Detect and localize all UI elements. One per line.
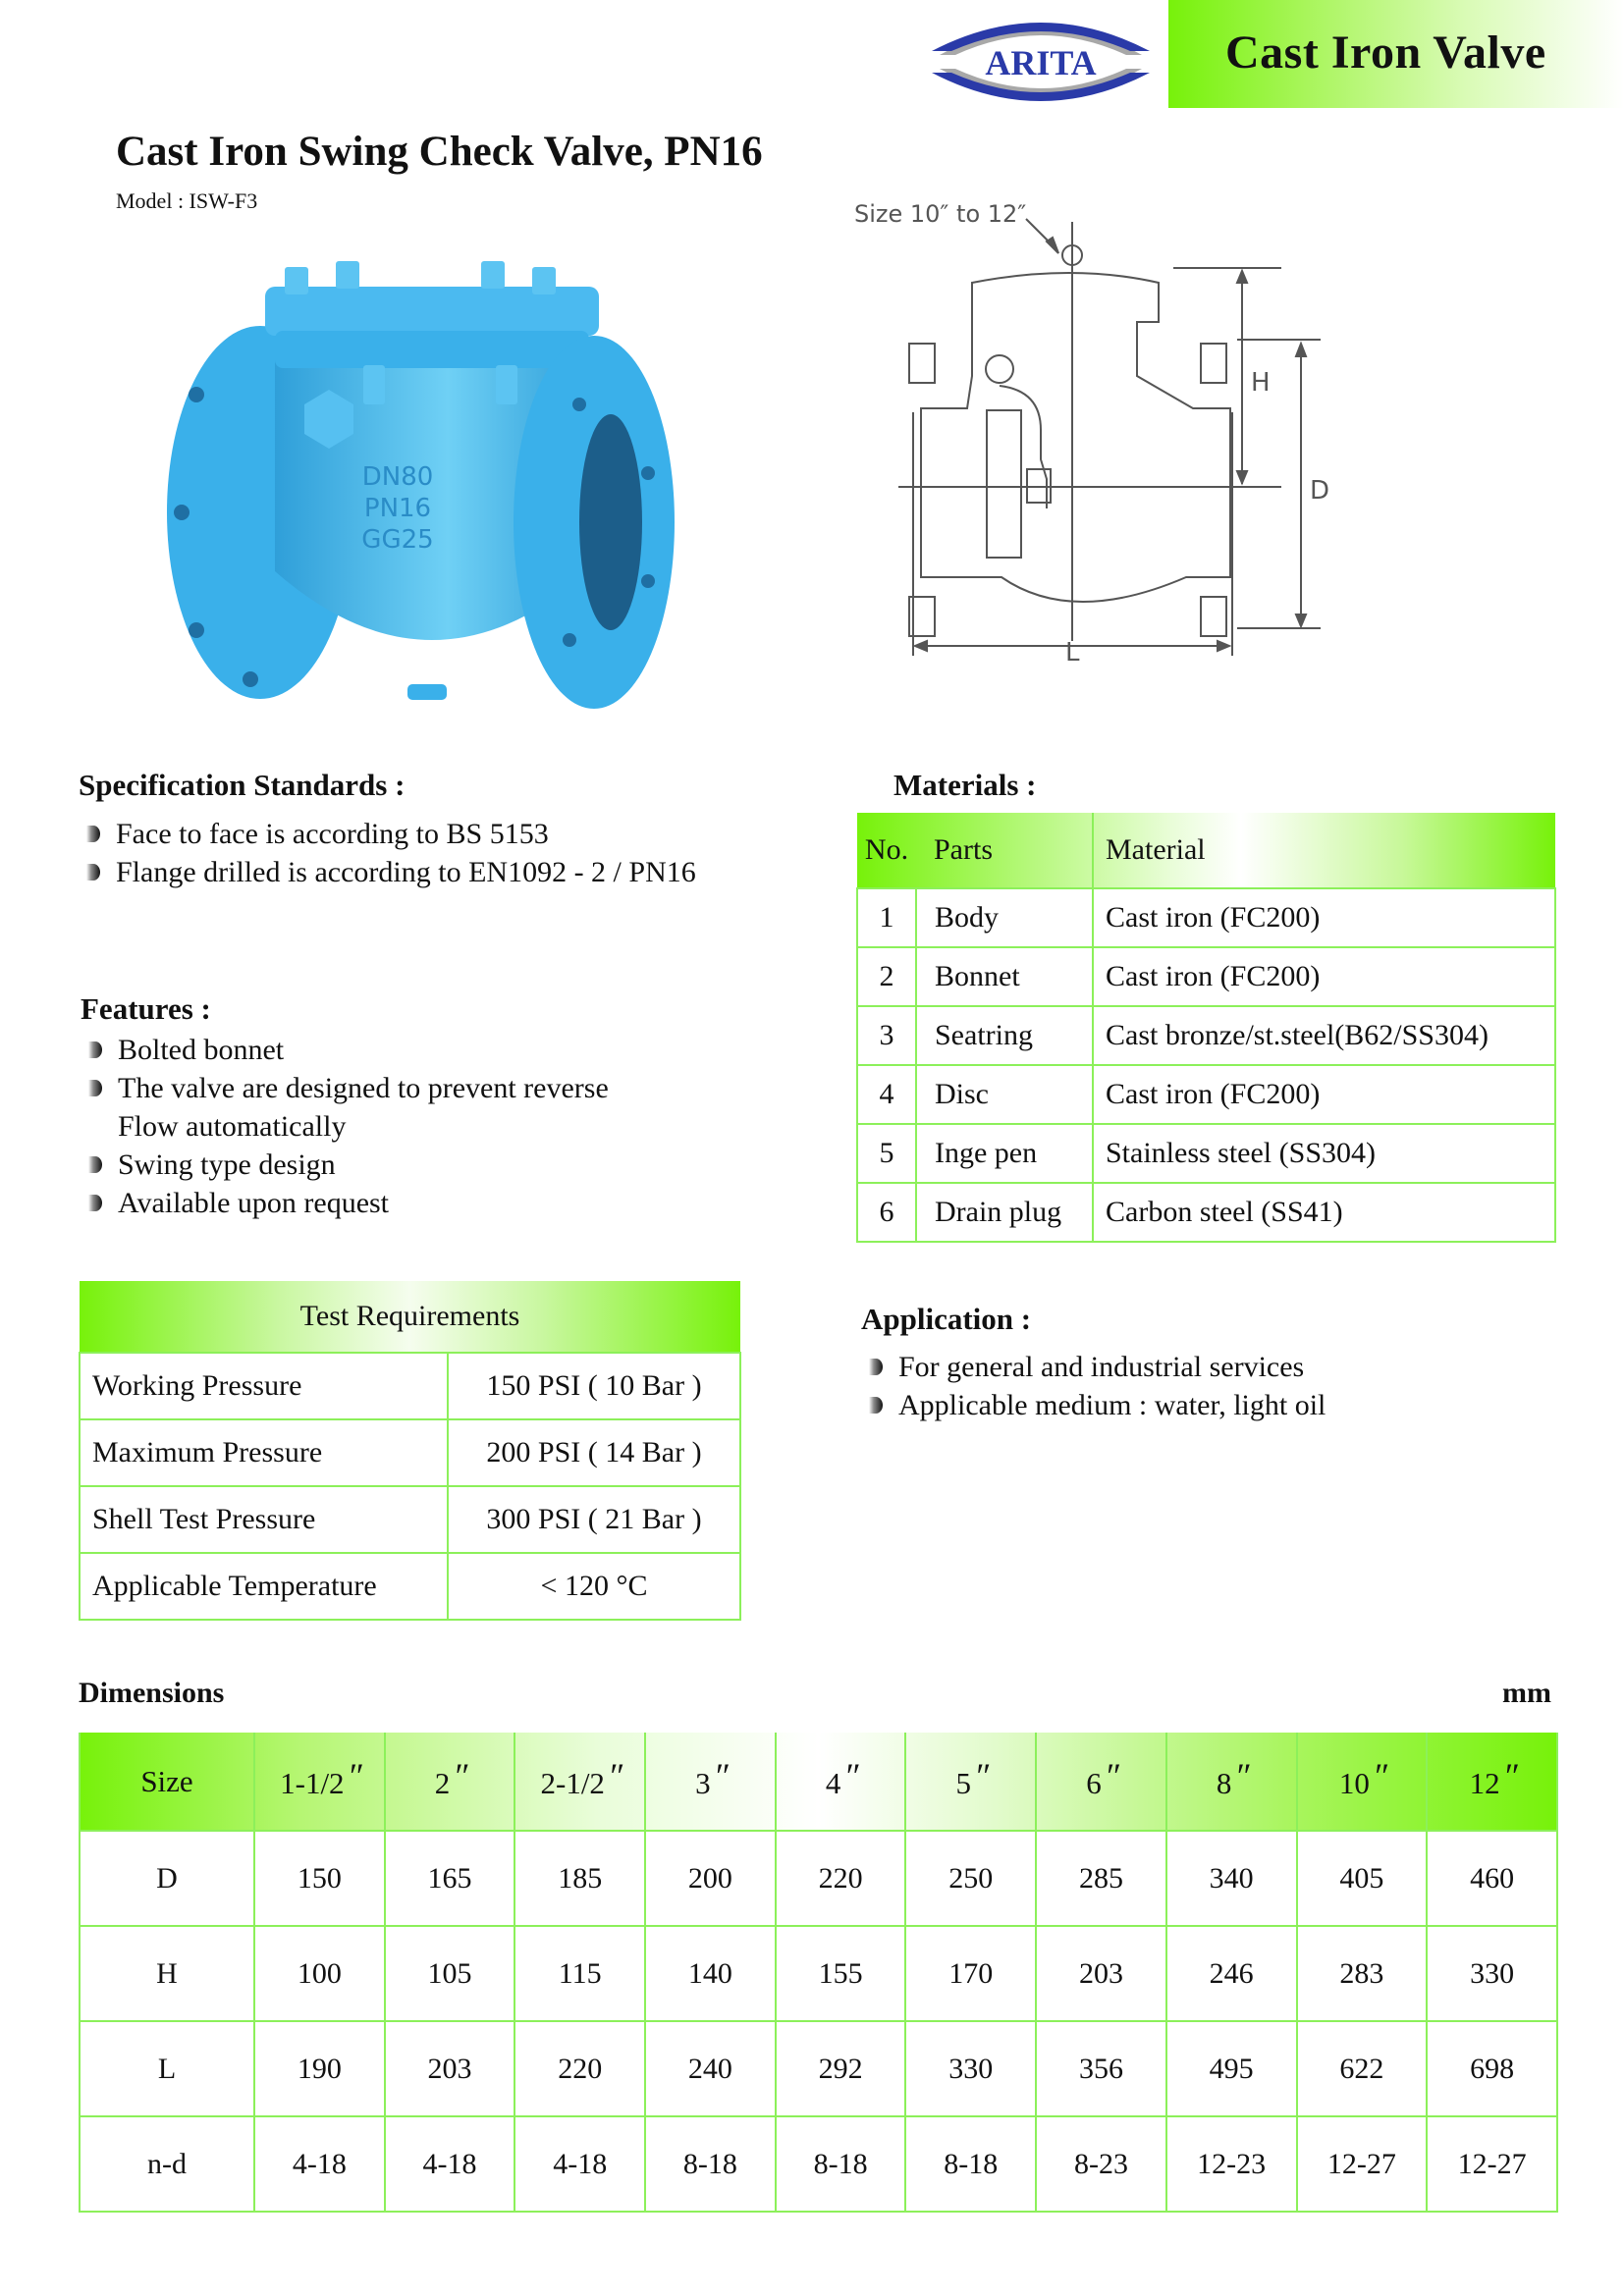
materials-row [857,1124,1555,1183]
material-value: Cast bronze/st.steel(B62/SS304) [1093,1006,1555,1065]
dim-label-l: L [1065,638,1080,667]
logo-text: ARITA [985,43,1097,82]
col-header-no: No. [857,813,916,888]
feature-item-continuation: Flow automatically [118,1110,347,1143]
col-header-size-value [514,1733,645,1831]
bullet-icon [86,864,100,881]
material-part: Inge pen [916,1124,1093,1183]
inch-mark: ″ [1372,1755,1384,1795]
materials-heading: Materials : [893,768,1037,802]
material-value: Cast iron (FC200) [1093,1065,1555,1124]
size-value: 12 [1469,1765,1500,1800]
dimensions-heading: Dimensions [79,1677,225,1709]
inch-mark: ″ [1234,1755,1247,1795]
dimension-value: 220 [776,1831,906,1926]
dimension-value: 4-18 [385,2116,515,2212]
dimension-value: 4-18 [514,2116,645,2212]
dimension-value: 12-27 [1297,2116,1428,2212]
test-value: 200 PSI ( 14 Bar ) [448,1419,740,1486]
dimension-value: 283 [1297,1926,1428,2021]
test-label: Maximum Pressure [80,1419,448,1486]
dimension-value: 105 [385,1926,515,2021]
dimension-value: 170 [905,1926,1036,2021]
materials-row [857,1183,1555,1242]
dimension-value: 140 [645,1926,776,2021]
bullet-icon [88,1156,102,1173]
feature-item: Bolted bonnet [81,1031,609,1069]
size-value: 3 [695,1765,711,1800]
dimension-value: 150 [254,1831,385,1926]
col-header-size-value [385,1733,515,1831]
col-header-size-value [1297,1733,1428,1831]
material-part: Body [916,888,1093,947]
dimensions-row [80,2021,1557,2116]
dimension-value: 292 [776,2021,906,2116]
features-heading: Features : [81,991,211,1026]
dimension-value: 340 [1166,1831,1297,1926]
dimension-value: 240 [645,2021,776,2116]
dimension-value: 220 [514,2021,645,2116]
drawing-note: Size 10″ to 12″ [854,200,1027,228]
inch-mark: ″ [1104,1755,1116,1795]
materials-row [857,888,1555,947]
dimension-value: 203 [385,2021,515,2116]
col-header-material: Material [1093,813,1555,888]
dimension-label: L [80,2021,254,2116]
test-value: 150 PSI ( 10 Bar ) [448,1353,740,1419]
size-value: 8 [1216,1765,1232,1800]
materials-header-row [857,813,1555,888]
test-requirement-row [80,1419,740,1486]
col-header-size: Size [80,1733,254,1831]
material-part: Drain plug [916,1183,1093,1242]
arita-logo [918,8,1164,116]
size-value: 2-1/2 [540,1765,605,1800]
dimension-value: 330 [1427,1926,1557,2021]
model-number: Model : ISW-F3 [116,188,258,213]
size-value: 6 [1086,1765,1102,1800]
dimension-value: 115 [514,1926,645,2021]
dimension-value: 285 [1036,1831,1166,1926]
dimensions-header-row [80,1733,1557,1831]
dimension-value: 330 [905,2021,1036,2116]
dimension-value: 8-18 [905,2116,1036,2212]
test-requirement-row [80,1353,740,1419]
material-no: 2 [857,947,916,1006]
feature-item: Swing type design [81,1146,609,1184]
col-header-parts: Parts [916,813,1093,888]
page-title: Cast Iron Swing Check Valve, PN16 [116,129,763,175]
dimension-value: 698 [1427,2021,1557,2116]
marking-dn: DN80 [361,462,434,492]
dimension-value: 250 [905,1831,1036,1926]
dimension-value: 405 [1297,1831,1428,1926]
dimensions-row [80,1831,1557,1926]
col-header-size-value [905,1733,1036,1831]
dimension-value: 100 [254,1926,385,2021]
material-value: Cast iron (FC200) [1093,947,1555,1006]
valve-photo [157,247,707,748]
size-value: 2 [434,1765,451,1800]
material-value: Carbon steel (SS41) [1093,1183,1555,1242]
inch-mark: ″ [713,1755,726,1795]
col-header-size-value [645,1733,776,1831]
dimension-label: D [80,1831,254,1926]
col-header-size-value [1427,1733,1557,1831]
material-no: 3 [857,1006,916,1065]
size-value: 5 [955,1765,972,1800]
feature-item: The valve are designed to prevent reverse [81,1069,609,1107]
application-item: For general and industrial services [861,1348,1326,1386]
banner-title: Cast Iron Valve [1225,27,1546,79]
material-no: 1 [857,888,916,947]
test-requirements-heading: Test Requirements [80,1281,740,1353]
dimension-value: 356 [1036,2021,1166,2116]
inch-mark: ″ [843,1755,856,1795]
logo-icon [918,8,1164,116]
dim-label-d: D [1310,476,1330,506]
dimension-value: 165 [385,1831,515,1926]
col-header-size-value [1036,1733,1166,1831]
material-no: 4 [857,1065,916,1124]
material-no: 6 [857,1183,916,1242]
specification-heading: Specification Standards : [79,768,406,802]
size-value: 1-1/2 [280,1765,345,1800]
dim-label-h: H [1251,368,1271,398]
dimension-label: n-d [80,2116,254,2212]
test-label: Applicable Temperature [80,1553,448,1620]
col-header-size-value [254,1733,385,1831]
col-header-size-value [776,1733,906,1831]
inch-mark: ″ [453,1755,465,1795]
application-list [861,1348,1326,1424]
specification-list [79,815,696,891]
size-value: 4 [825,1765,841,1800]
dimension-value: 4-18 [254,2116,385,2212]
cross-section-drawing-icon [844,185,1532,720]
dimension-value: 203 [1036,1926,1166,2021]
materials-table [856,813,1556,1243]
size-value: 10 [1338,1765,1370,1800]
dimension-value: 8-18 [645,2116,776,2212]
materials-row [857,1006,1555,1065]
marking-gg: GG25 [361,525,434,555]
dimension-value: 622 [1297,2021,1428,2116]
inch-mark: ″ [1502,1755,1515,1795]
inch-mark: ″ [607,1755,620,1795]
test-requirements-table [79,1281,741,1621]
dimension-value: 200 [645,1831,776,1926]
dimension-value: 8-23 [1036,2116,1166,2212]
marking-pn: PN16 [363,494,432,523]
dimension-value: 8-18 [776,2116,906,2212]
materials-row [857,1065,1555,1124]
dimension-value: 246 [1166,1926,1297,2021]
test-value: < 120 °C [448,1553,740,1620]
feature-item: Available upon request [81,1184,609,1222]
category-banner [1168,0,1624,108]
dimension-value: 12-23 [1166,2116,1297,2212]
materials-row [857,947,1555,1006]
dimension-value: 190 [254,2021,385,2116]
test-requirement-row [80,1486,740,1553]
material-value: Cast iron (FC200) [1093,888,1555,947]
dimensions-row [80,1926,1557,2021]
features-list [81,1031,609,1222]
application-heading: Application : [861,1302,1032,1336]
dimensions-unit: mm [1502,1677,1551,1709]
dimension-value: 460 [1427,1831,1557,1926]
bullet-icon [86,826,100,842]
dimensions-table [79,1733,1558,2213]
bullet-icon [869,1359,883,1375]
specification-item: Face to face is according to BS 5153 [79,815,696,853]
dimension-value: 185 [514,1831,645,1926]
specification-item: Flange drilled is according to EN1092 - 2 / PN16 [79,853,696,891]
material-part: Bonnet [916,947,1093,1006]
inch-mark: ″ [347,1755,359,1795]
dimension-label: H [80,1926,254,2021]
test-requirement-row [80,1553,740,1620]
material-no: 5 [857,1124,916,1183]
col-header-size-value [1166,1733,1297,1831]
bullet-icon [88,1041,102,1058]
bullet-icon [88,1195,102,1211]
application-item: Applicable medium : water, light oil [861,1386,1326,1424]
inch-mark: ″ [974,1755,987,1795]
technical-drawing [844,185,1532,720]
dimensions-row [80,2116,1557,2212]
bullet-icon [869,1397,883,1414]
dimension-value: 12-27 [1427,2116,1557,2212]
dimension-value: 155 [776,1926,906,2021]
material-part: Disc [916,1065,1093,1124]
test-value: 300 PSI ( 21 Bar ) [448,1486,740,1553]
test-label: Working Pressure [80,1353,448,1419]
bullet-icon [88,1080,102,1096]
valve-photo-icon [157,247,707,748]
material-value: Stainless steel (SS304) [1093,1124,1555,1183]
dimension-value: 495 [1166,2021,1297,2116]
material-part: Seatring [916,1006,1093,1065]
test-label: Shell Test Pressure [80,1486,448,1553]
